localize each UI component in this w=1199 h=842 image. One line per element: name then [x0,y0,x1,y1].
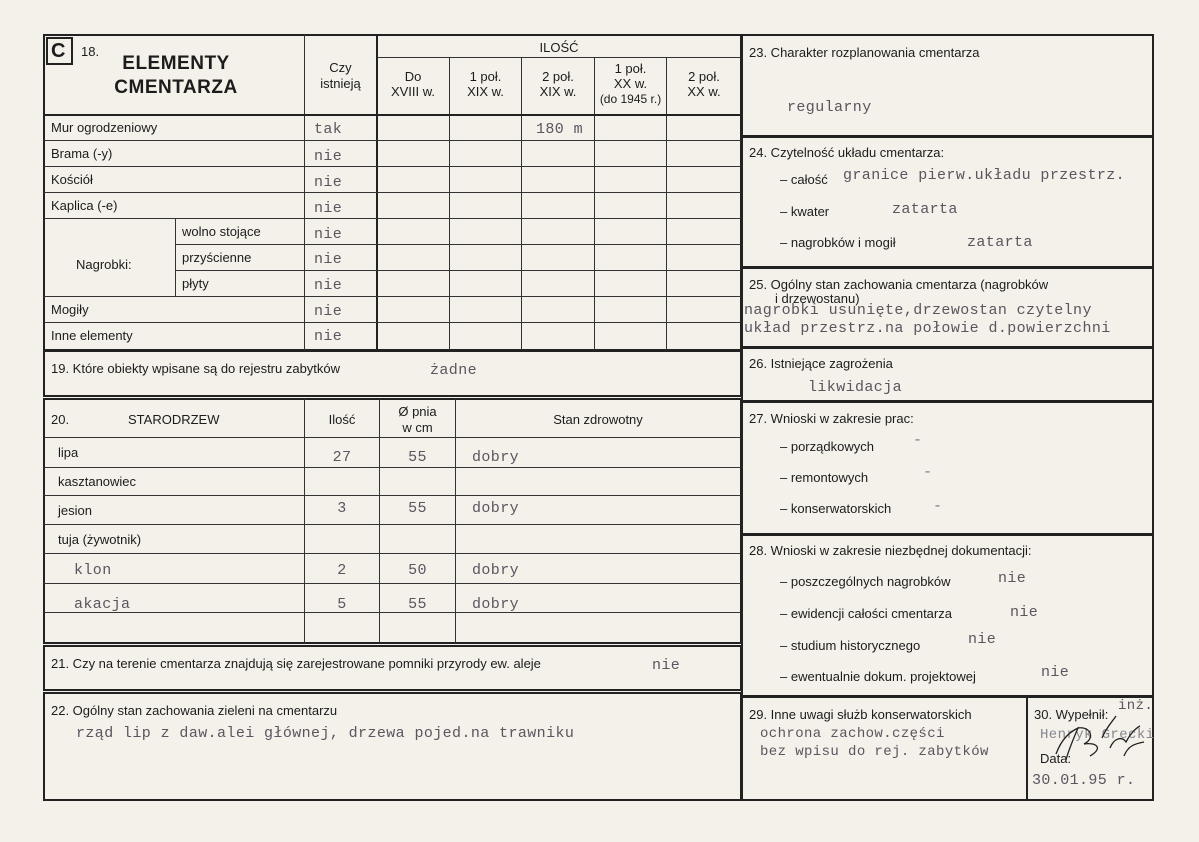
s30-name: Henryk Grecki [1040,727,1155,743]
period-4-l2: XX w. [613,76,648,91]
period-5-l1: 2 poł. [688,69,720,84]
tree-lipa-name: lipa [58,445,79,460]
section-number: 18. [81,44,100,59]
row-plyty-label: płyty [182,276,209,291]
col-line [666,57,667,351]
row-przyscienne-exists: nie [314,251,343,268]
period-1-l2: XVIII w. [390,84,436,99]
row-line [44,218,741,219]
s25-value-1: nagrobki usunięte,drzewostan czytelny [744,302,1092,319]
tree-lipa-state: dobry [472,449,520,466]
s28-projektowej-label: – ewentualnie dokum. projektowej [780,669,976,684]
s21-label: 21. Czy na terenie cmentarza znajdują się zarejestrowane pomniki przyrody ew. aleje [51,656,541,671]
s20-col-stan: Stan zdrowotny [553,412,643,427]
period-2-l1: 1 poł. [469,69,502,84]
row-plyty-exists: nie [314,277,343,294]
row-line [44,166,741,167]
tree-tuja-name: tuja (żywotnik) [58,532,142,547]
s29-value-2: bez wpisu do rej. zabytków [760,744,989,760]
tree-lipa-diam: 55 [408,449,427,466]
row-wolno-exists: nie [314,226,343,243]
s21-value: nie [652,657,681,674]
s25-value-2: układ przestrz.na połowie d.powierzchni [744,320,1111,337]
row-line [44,140,741,141]
tree-jesion-diam: 55 [408,500,427,517]
row-przyscienne-label: przyścienne [182,250,252,265]
tree-jesion-count: 3 [337,500,347,517]
s24-calosc-value: granice pierw.układu przestrz. [843,167,1126,184]
row-kosciol-exists: nie [314,174,343,191]
tree-akacja-diam: 55 [408,596,427,613]
row-kosciol-label: Kościół [51,172,93,187]
s28-ewidencji-value: nie [1010,604,1039,621]
row-brama-label: Brama (-y) [51,146,113,161]
ilosc-header: ILOŚĆ [539,40,579,55]
s28-label: 28. Wnioski w zakresie niezbędnej dokumentacji: [749,543,1032,558]
tree-klon-state: dobry [472,562,520,579]
row-mur-qty: 180 m [536,121,584,138]
s29-value-1: ochrona zachow.części [760,726,945,742]
s20-title: STARODRZEW [128,412,220,427]
s28-nagrobkow-label: – poszczególnych nagrobków [780,574,951,589]
row-line [44,322,741,323]
s27-konserwatorskich-label: – konserwatorskich [780,501,892,516]
s27-porzadkowych-label: – porządkowych [780,439,874,454]
tree-col-line [455,399,456,643]
period-4-l1: 1 poł. [614,61,647,76]
tree-jesion-state: dobry [472,500,520,517]
ilosc-line [377,57,741,58]
row-mogily-exists: nie [314,303,343,320]
row-line [175,270,741,271]
tree-row-line [44,437,741,438]
s27-remontowych-value: - [923,464,933,481]
s28-projektowej-value: nie [1041,664,1070,681]
s24-label: 24. Czytelność układu cmentarza: [749,145,945,160]
nagrobki-divider [175,218,176,296]
s30-title: inż. [1118,698,1154,714]
section-title-1: ELEMENTY [122,53,230,74]
row-line [175,244,741,245]
row-wolno-label: wolno stojące [182,224,261,239]
tree-row-line [44,524,741,525]
s27-konserwatorskich-value: - [933,498,943,515]
tree-klon-count: 2 [337,562,347,579]
row-mur-exists: tak [314,121,343,138]
czy-istnieja-2: istnieją [320,76,361,91]
s30-date-label: Data: [1040,751,1072,766]
period-4-l3: (do 1945 r.) [599,92,662,106]
s27-label: 27. Wnioski w zakresie prac: [749,411,914,426]
s28-nagrobkow-value: nie [998,570,1027,587]
period-2-l2: XIX w. [467,84,504,99]
row-line [44,192,741,193]
section-title-2: CMENTARZA [114,77,238,98]
tree-jesion-name: jesion [58,503,92,518]
tree-klon-name: klon [74,562,112,579]
row-kaplica-exists: nie [314,200,343,217]
row-inne-label: Inne elementy [51,328,133,343]
s30-date: 30.01.95 r. [1032,772,1136,789]
tree-row-line [44,583,741,584]
tree-row-line [44,553,741,554]
tree-row-line [44,495,741,496]
s22-label: 22. Ogólny stan zachowania zieleni na cmentarzu [51,703,338,718]
tree-akacja-state: dobry [472,596,520,613]
s28-studium-value: nie [968,631,997,648]
s26-value: likwidacja [808,379,903,396]
section-letter: C [51,40,66,62]
period-3-l2: XIX w. [539,84,577,99]
period-1-l1: Do [404,69,422,84]
tree-kasztanowiec-name: kasztanowiec [58,474,137,489]
s19-label: 19. Które obiekty wpisane są do rejestru zabytków [51,361,341,376]
s20-col-pien-1: Ø pnia [398,404,437,419]
s27-porzadkowych-value: - [913,432,923,449]
signature [1026,698,1156,768]
col-line [449,57,450,351]
s24-kwater-label: – kwater [780,204,830,219]
row-inne-exists: nie [314,328,343,345]
s24-nagrobkow-label: – nagrobków i mogił [780,235,896,250]
s30-label: 30. Wypełnił: [1034,707,1109,722]
row-brama-exists: nie [314,148,343,165]
s24-kwater-value: zatarta [892,201,958,218]
row-line [44,296,741,297]
s28-studium-label: – studium historycznego [780,638,921,653]
s29-label: 29. Inne uwagi służb konserwatorskich [749,707,972,722]
row-kaplica-label: Kaplica (-e) [51,198,118,213]
period-5-l2: XX w. [687,84,721,99]
s23-label: 23. Charakter rozplanowania cmentarza [749,45,980,60]
s27-remontowych-label: – remontowych [780,470,869,485]
col-line [521,57,522,351]
tree-row-line [44,467,741,468]
s19-value: żadne [430,362,478,379]
tree-lipa-count: 27 [332,449,352,466]
header-bottom [43,114,742,116]
s28-ewidencji-label: – ewidencji całości cmentarza [780,606,952,621]
row-mogily-label: Mogiły [51,302,89,317]
s22-value: rząd lip z daw.alei głównej, drzewa pojed.na trawniku [76,725,575,742]
row-mur-label: Mur ogrodzeniowy [51,120,158,135]
s24-calosc-label: – całość [780,172,828,187]
tree-akacja-name: akacja [74,596,131,613]
czy-istnieja-1: Czy [329,60,352,75]
s20-col-pien-2: w cm [402,420,433,435]
period-3-l1: 2 poł. [542,69,574,84]
s25-label-2: i drzewostanu) [775,291,860,306]
nagrobki-label: Nagrobki: [76,257,132,272]
tree-klon-diam: 50 [408,562,427,579]
s24-nagrobkow-value: zatarta [967,234,1033,251]
s20-number: 20. [51,412,70,427]
s23-value: regularny [787,99,872,116]
s20-col-ilosc: Ilość [328,412,356,427]
s25-label-1: 25. Ogólny stan zachowania cmentarza (nagrobków [749,277,1049,292]
s26-label: 26. Istniejące zagrożenia [749,356,893,371]
tree-akacja-count: 5 [337,596,347,613]
